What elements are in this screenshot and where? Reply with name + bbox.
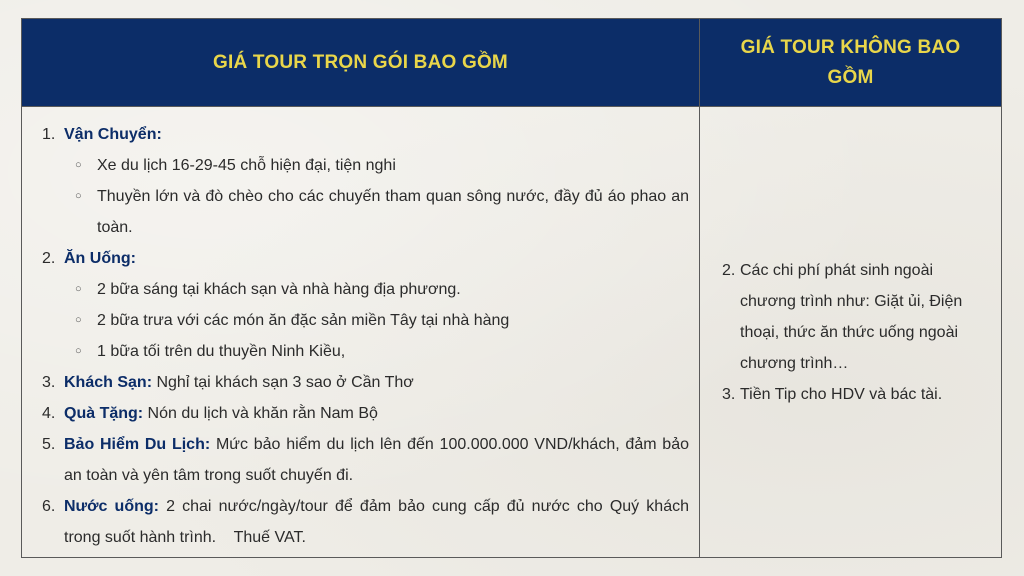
sub-item: ○ 2 bữa sáng tại khách sạn và nhà hàng địa phương.: [42, 274, 689, 305]
circle-bullet-icon: ○: [75, 190, 82, 202]
included-item-hotel: 3. Khách Sạn: Nghỉ tại khách sạn 3 sao ở Cần Thơ: [42, 374, 414, 391]
tour-price-table: [21, 18, 1002, 558]
circle-bullet-icon: ○: [75, 345, 82, 357]
item-text: Nón du lịch và khăn rằn Nam Bộ: [143, 405, 378, 422]
item-text: Mức bảo hiểm du lịch lên đến 100.000.000 VND/khách, đảm bảo an toàn và yên tâm trong suốt chuyến đi.: [64, 436, 690, 484]
sub-item: ○ Xe du lịch 16-29-45 chỗ hiện đại, tiện nghi: [42, 150, 689, 181]
included-item-water: 6. Nước uống: 2 chai nước/ngày/tour để đảm bảo cung cấp đủ nước cho Quý khách trong suốt hành trình. Thuế VAT.: [42, 498, 694, 546]
sub-item: ○ Thuyền lớn và đò chèo cho các chuyến tham quan sông nước, đầy đủ áo phao an toàn.: [42, 181, 689, 243]
item-text: 2 chai nước/ngày/tour để đảm bảo cung cấp đủ nước cho Quý khách trong suốt hành trình. Thuế VAT.: [64, 498, 694, 546]
item-label: Ăn Uống:: [64, 250, 136, 267]
included-item-insurance: 5. Bảo Hiểm Du Lịch: Mức bảo hiểm du lịch lên đến 100.000.000 VND/khách, đảm bảo an toàn và yên tâm trong suốt chuyến đi.: [42, 436, 690, 484]
included-item-transport: 1. Vận Chuyển:: [42, 126, 162, 143]
excluded-item-tips: 3. Tiền Tip cho HDV và bác tài.: [722, 385, 943, 403]
excluded-cell: [700, 106, 1001, 557]
sub-item: ○ 2 bữa trưa với các món ăn đặc sản miền Tây tại nhà hàng: [42, 305, 689, 336]
circle-bullet-icon: ○: [75, 314, 82, 326]
included-item-gift: 4. Quà Tặng: Nón du lịch và khăn rằn Nam Bộ: [42, 405, 378, 422]
item-label: Quà Tặng:: [64, 405, 144, 422]
item-label: Vận Chuyển:: [64, 126, 162, 143]
included-item-meals: 2. Ăn Uống:: [42, 250, 136, 267]
included-header: GIÁ TOUR TRỌN GÓI BAO GỒM: [22, 19, 700, 106]
excluded-header: GIÁ TOUR KHÔNG BAO GỒM: [700, 19, 1001, 106]
item-label: Nước uống:: [64, 498, 159, 515]
circle-bullet-icon: ○: [75, 159, 82, 171]
item-label: Bảo Hiểm Du Lịch:: [64, 436, 211, 453]
sub-item: ○ 1 bữa tối trên du thuyền Ninh Kiều,: [42, 336, 689, 367]
item-label: Khách Sạn:: [64, 374, 153, 391]
excluded-item-extra-costs: 2. Các chi phí phát sinh ngoài chương trình như: Giặt ủi, Điện thoại, thức ăn thức uống ngoài chương trình…: [722, 261, 963, 372]
circle-bullet-icon: ○: [75, 283, 82, 295]
included-cell: [22, 106, 700, 557]
item-text: Nghỉ tại khách sạn 3 sao ở Cần Thơ: [152, 374, 414, 391]
